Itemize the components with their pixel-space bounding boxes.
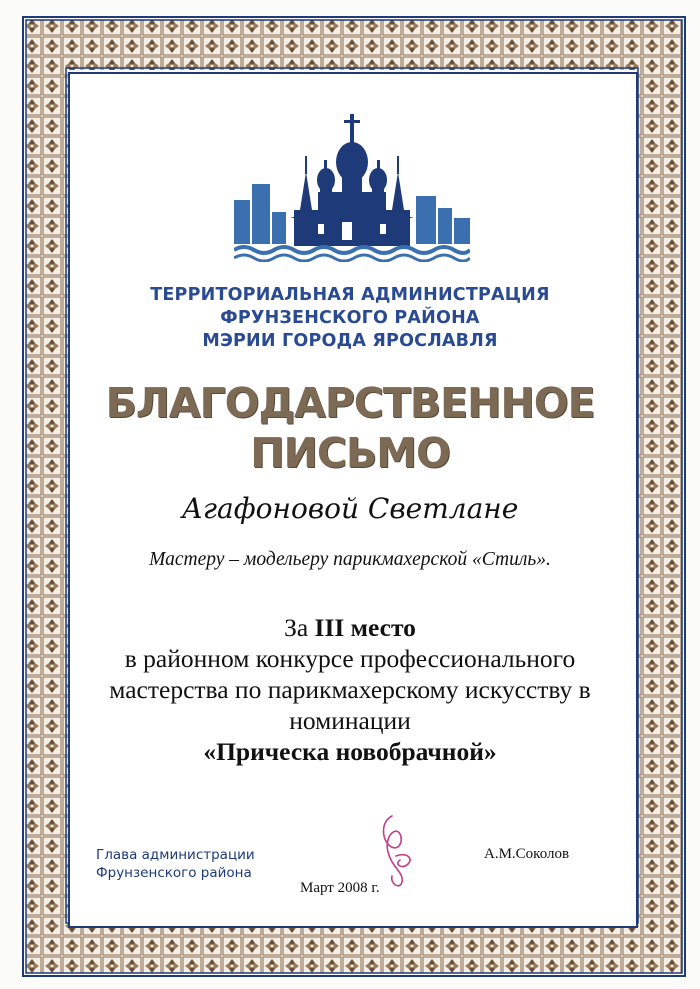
award-line-4: номинации	[289, 706, 411, 735]
document-title-line-1: БЛАГОДАРСТВЕННОЕ	[105, 379, 595, 427]
award-place: III место	[314, 613, 416, 642]
award-line-1	[70, 612, 630, 643]
award-text	[70, 612, 630, 767]
issue-date: Март 2008 г.	[300, 880, 380, 896]
document-title	[90, 378, 610, 478]
award-line-2: в районном конкурсе профессионального	[124, 644, 576, 673]
award-nomination: «Прическа новобрачной»	[203, 737, 497, 766]
organization-name	[100, 284, 600, 353]
church-emblem-icon	[234, 100, 470, 262]
signatory-title	[96, 846, 255, 882]
award-prefix: За	[284, 613, 315, 642]
signatory-title-line-2: Фрунзенского района	[96, 865, 252, 881]
signatory-title-line-1: Глава администрации	[96, 847, 255, 863]
document-title-line-2: ПИСЬМО	[250, 429, 450, 477]
signatory-name: А.М.Соколов	[484, 846, 570, 862]
organization-line-2: ФРУНЗЕНСКОГО РАЙОНА	[220, 308, 480, 328]
organization-line-3: МЭРИИ ГОРОДА ЯРОСЛАВЛЯ	[202, 331, 498, 351]
recipient-position: Мастеру – модельеру парикмахерской «Стиль».	[149, 549, 551, 570]
organization-line-1: ТЕРРИТОРИАЛЬНАЯ АДМИНИСТРАЦИЯ	[150, 285, 550, 305]
award-line-3: мастерства по парикмахерскому искусству в	[109, 675, 591, 704]
recipient-name: Агафоновой Светлане	[181, 492, 519, 525]
